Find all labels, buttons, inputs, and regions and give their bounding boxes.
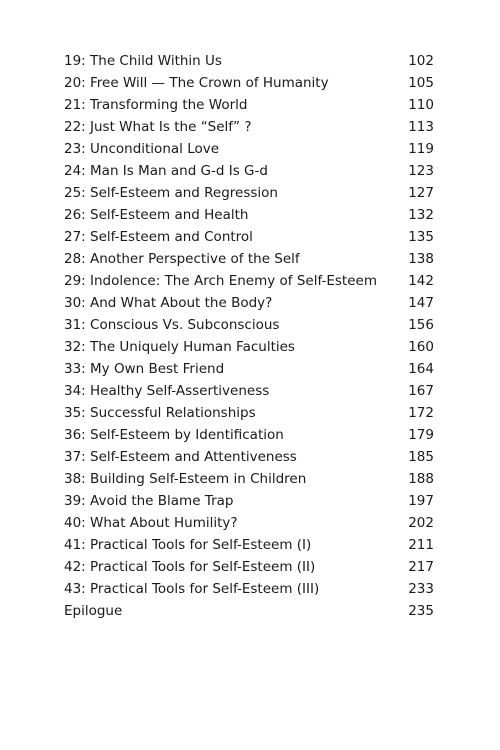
toc-entry-page: 147: [408, 295, 434, 311]
toc-entry-page: 119: [408, 141, 434, 157]
toc-entry-title: 37: Self-Esteem and Attentiveness: [64, 449, 297, 465]
toc-entry-title: 24: Man Is Man and G-d Is G-d: [64, 163, 268, 179]
toc-entry-page: 185: [408, 449, 434, 465]
toc-entry-title: 20: Free Will — The Crown of Humanity: [64, 75, 329, 91]
toc-entry-page: 164: [408, 361, 434, 377]
toc-entry-title: 31: Conscious Vs. Subconscious: [64, 317, 280, 333]
toc-entry: [64, 204, 434, 226]
toc-entry-page: 167: [408, 383, 434, 399]
toc-entry-title: 34: Healthy Self-Assertiveness: [64, 383, 270, 399]
toc-entry: [64, 160, 434, 182]
toc-entry-title: 33: My Own Best Friend: [64, 361, 225, 377]
toc-entry-title: Epilogue: [64, 603, 123, 619]
toc-entry: [64, 556, 434, 578]
toc-entry-title: 38: Building Self-Esteem in Children: [64, 471, 307, 487]
toc-entry-page: 160: [408, 339, 434, 355]
toc-entry: [64, 336, 434, 358]
toc-entry-page: 105: [408, 75, 434, 91]
toc-entry: [64, 578, 434, 600]
toc-entry: [64, 292, 434, 314]
toc-entry: [64, 50, 434, 72]
toc-entry-page: 113: [408, 119, 434, 135]
toc-entry-title: 29: Indolence: The Arch Enemy of Self-Esteem: [64, 273, 377, 289]
toc-entry: [64, 600, 434, 622]
toc-entry-page: 179: [408, 427, 434, 443]
toc-entry-title: 41: Practical Tools for Self-Esteem (I): [64, 537, 312, 553]
toc-entry-title: 26: Self-Esteem and Health: [64, 207, 249, 223]
toc-entry: [64, 248, 434, 270]
toc-entry-page: 211: [408, 537, 434, 553]
toc-entry-title: 30: And What About the Body?: [64, 295, 273, 311]
toc-entry: [64, 72, 434, 94]
toc-entry: [64, 314, 434, 336]
toc-entry-page: 217: [408, 559, 434, 575]
toc-entry-page: 197: [408, 493, 434, 509]
toc-entry: [64, 512, 434, 534]
toc-entry: [64, 358, 434, 380]
toc-entry-page: 127: [408, 185, 434, 201]
toc-entry-page: 123: [408, 163, 434, 179]
toc-entry-page: 235: [408, 603, 434, 619]
toc-entry-page: 202: [408, 515, 434, 531]
toc-entry-title: 27: Self-Esteem and Control: [64, 229, 253, 245]
toc-entry: [64, 182, 434, 204]
toc-entry-page: 233: [408, 581, 434, 597]
toc-entry: [64, 380, 434, 402]
toc-entry-title: 25: Self-Esteem and Regression: [64, 185, 278, 201]
toc-entry-page: 135: [408, 229, 434, 245]
toc-entry-title: 28: Another Perspective of the Self: [64, 251, 300, 267]
toc-entry-title: 19: The Child Within Us: [64, 53, 222, 69]
toc-entry-page: 142: [408, 273, 434, 289]
toc-entry-title: 36: Self-Esteem by Identification: [64, 427, 284, 443]
toc-entry-title: 32: The Uniquely Human Faculties: [64, 339, 295, 355]
toc-entry: [64, 138, 434, 160]
toc-entry: [64, 424, 434, 446]
toc-entry: [64, 534, 434, 556]
toc-entry: [64, 446, 434, 468]
toc-entry: [64, 226, 434, 248]
toc-entry-page: 188: [408, 471, 434, 487]
toc-entry: [64, 402, 434, 424]
toc-entry-page: 156: [408, 317, 434, 333]
toc-entry-title: 39: Avoid the Blame Trap: [64, 493, 234, 509]
toc-entry: [64, 94, 434, 116]
toc-entry-page: 172: [408, 405, 434, 421]
toc-entry-page: 138: [408, 251, 434, 267]
toc-entry: [64, 116, 434, 138]
toc-entry-title: 23: Unconditional Love: [64, 141, 220, 157]
toc-entry-title: 22: Just What Is the “Self” ?: [64, 119, 252, 135]
toc-entry-title: 43: Practical Tools for Self-Esteem (III): [64, 581, 320, 597]
toc-entry-title: 40: What About Humility?: [64, 515, 238, 531]
toc-entry: [64, 270, 434, 292]
toc-entry: [64, 468, 434, 490]
toc-entry-page: 102: [408, 53, 434, 69]
toc-entry-title: 21: Transforming the World: [64, 97, 248, 113]
toc-entry-title: 42: Practical Tools for Self-Esteem (II): [64, 559, 316, 575]
toc-entry-page: 110: [408, 97, 434, 113]
toc-entry-page: 132: [408, 207, 434, 223]
toc-entry: [64, 490, 434, 512]
table-of-contents: [64, 50, 434, 622]
toc-entry-title: 35: Successful Relationships: [64, 405, 256, 421]
